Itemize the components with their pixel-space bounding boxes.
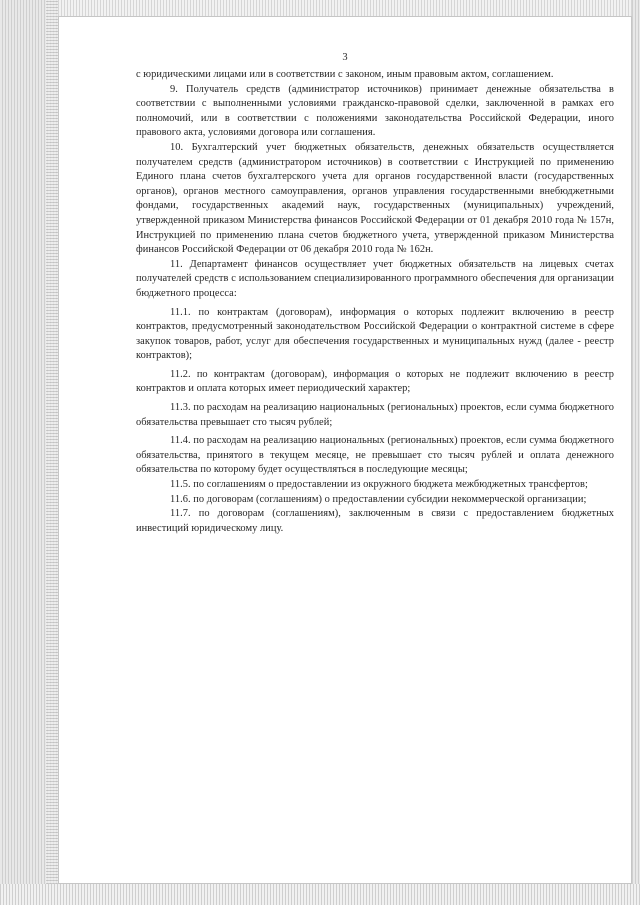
scan-edge-bottom	[0, 884, 640, 905]
scan-edge-left	[46, 0, 58, 905]
paragraph-11-6: 11.6. по договорам (соглашениям) о предоставлении субсидии некоммерческой организации;	[170, 493, 587, 505]
paragraph-11-2: 11.2. по контрактам (договорам), информация о которых не подлежит включению в реестр контрактов и оплата которых имеет периодический характер;	[136, 368, 614, 395]
paragraph-11: 11. Департамент финансов осуществляет учет бюджетных обязательств на лицевых счетах получателей средств с использованием специализированного программного обеспечения для организации бюджетного процесса:	[136, 258, 614, 299]
paragraph-11-4: 11.4. по расходам на реализацию национальных (региональных) проектов, если сумма бюджетного обязательства, принятого в текущем месяце, не превышает сто тысяч рублей и оплата денежного обязательства по которому будет осуществляться в последующие месяцы;	[136, 435, 614, 476]
document-page	[58, 16, 632, 884]
paragraph-10: 10. Бухгалтерский учет бюджетных обязательств, денежных обязательств осуществляется получателем средств (администратором источников) в соответствии с Инструкцией по применению Единого плана счетов бухгалтерского учета для органов государственной власти (государственных органов), органов местного самоуправления, органов управления государственными внебюджетными фондами, государственных академий наук, государственных (муниципальных) учреждений, утвержденной приказом Министерства финансов Российской Федерации от 01 декабря 2010 года № 157н, Инструкцией по применению плана счетов бюджетного учета, утвержденной приказом Министерства финансов Российской Федерации от 06 декабря 2010 года № 162н.	[136, 141, 614, 256]
paragraph-continuation: с юридическими лицами или в соответствии с законом, иным правовым актом, соглашением.	[136, 69, 554, 80]
document-body	[136, 68, 614, 536]
paragraph-11-7: 11.7. по договорам (соглашениям), заключенным в связи с предоставлением бюджетных инвестиций юридическому лицу.	[136, 508, 614, 534]
paragraph-11-3: 11.3. по расходам на реализацию национальных (региональных) проектов, если сумма бюджетного обязательства превышает сто тысяч рублей;	[136, 402, 614, 428]
page-number: 3	[342, 52, 348, 63]
paragraph-11-1: 11.1. по контрактам (договорам), информация о которых подлежит включению в реестр контрактов, предусмотренный законодательством Российской Федерации о контрактной системе в сфере закупок товаров, работ, услуг для обеспечения государственных и муниципальных нужд (далее - реестр контрактов);	[136, 306, 614, 362]
paragraph-11-5: 11.5. по соглашениям о предоставлении из окружного бюджета межбюджетных трансфертов;	[170, 479, 588, 491]
paragraph-9: 9. Получатель средств (администратор источников) принимает денежные обязательства в соответствии с выполненными условиями гражданско-правовой сделки, заключенной в рамках его полномочий, или в соответствии с положениями законодательства Российской Федерации, иного правового акта, условиями договора или соглашения.	[136, 83, 614, 139]
scan-edge-top	[58, 0, 632, 16]
